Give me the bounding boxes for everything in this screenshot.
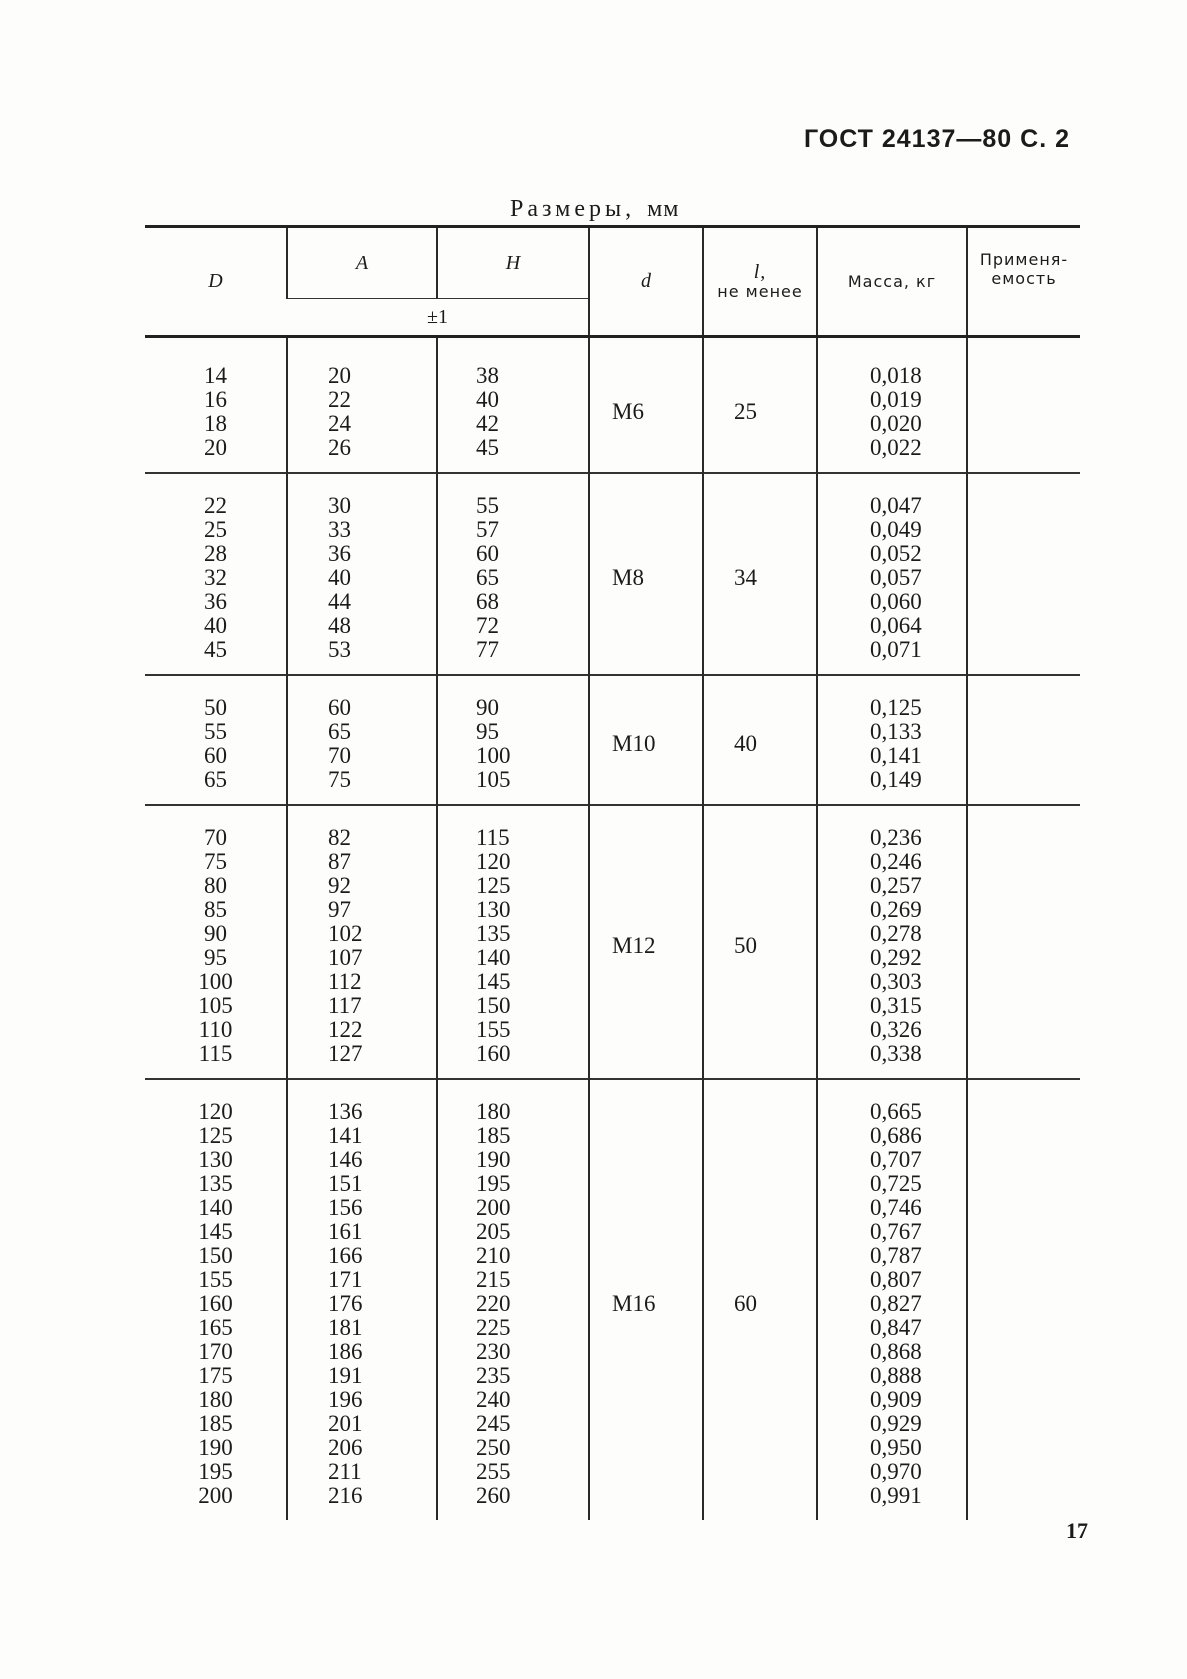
cell-mass-value: 0,060 bbox=[870, 589, 922, 614]
cell-d-value: 25 bbox=[204, 517, 227, 542]
cell-a-value: 161 bbox=[328, 1219, 363, 1244]
cell-h-value: 120 bbox=[476, 849, 511, 874]
header-D: D bbox=[145, 227, 287, 337]
cell-h-value: 215 bbox=[476, 1267, 511, 1292]
table-group-row bbox=[145, 675, 1080, 805]
cell-h-value: 72 bbox=[476, 613, 499, 638]
cell-d-value: 22 bbox=[204, 493, 227, 518]
dimensions-table-wrapper bbox=[145, 225, 1080, 1520]
cell-mass-value: 0,847 bbox=[870, 1315, 922, 1340]
cell-mass-value: 0,929 bbox=[870, 1411, 922, 1436]
cell-mass-list bbox=[817, 805, 967, 1079]
cell-a-value: 36 bbox=[328, 541, 351, 566]
cell-h-value: 77 bbox=[476, 637, 499, 662]
page-number: 17 bbox=[1066, 1518, 1088, 1543]
cell-d-value: 100 bbox=[198, 969, 233, 994]
cell-a-value: 216 bbox=[328, 1483, 363, 1508]
cell-d-value: 170 bbox=[198, 1339, 233, 1364]
cell-d-value: 195 bbox=[198, 1459, 233, 1484]
cell-d-list bbox=[145, 337, 287, 474]
cell-d-value: 28 bbox=[204, 541, 227, 566]
cell-mass-value: 0,022 bbox=[870, 435, 922, 460]
cell-d-value: 65 bbox=[204, 767, 227, 792]
cell-h-value: 210 bbox=[476, 1243, 511, 1268]
cell-d-value: 155 bbox=[198, 1267, 233, 1292]
cell-a-value: 48 bbox=[328, 613, 351, 638]
cell-mass-value: 0,278 bbox=[870, 921, 922, 946]
cell-a-value: 117 bbox=[328, 993, 362, 1018]
cell-d-value: 135 bbox=[198, 1171, 233, 1196]
cell-mass-list bbox=[817, 473, 967, 675]
cell-d-value: 125 bbox=[198, 1123, 233, 1148]
cell-d-value: 95 bbox=[204, 945, 227, 970]
cell-d-value: 75 bbox=[204, 849, 227, 874]
cell-h-value: 140 bbox=[476, 945, 511, 970]
table-caption bbox=[510, 196, 679, 223]
cell-a-value: 40 bbox=[328, 565, 351, 590]
cell-a-value: 70 bbox=[328, 743, 351, 768]
cell-length-l: 50 bbox=[703, 805, 817, 1079]
cell-d-value: 190 bbox=[198, 1435, 233, 1460]
header-mass: Масса, кг bbox=[817, 227, 967, 337]
table-group-row bbox=[145, 473, 1080, 675]
cell-h-value: 38 bbox=[476, 363, 499, 388]
cell-d-value: 70 bbox=[204, 825, 227, 850]
cell-a-value: 186 bbox=[328, 1339, 363, 1364]
cell-d-list bbox=[145, 805, 287, 1079]
cell-h-list bbox=[437, 805, 589, 1079]
cell-h-value: 190 bbox=[476, 1147, 511, 1172]
cell-mass-value: 0,133 bbox=[870, 719, 922, 744]
cell-d-value: 32 bbox=[204, 565, 227, 590]
cell-mass-value: 0,149 bbox=[870, 767, 922, 792]
cell-a-value: 87 bbox=[328, 849, 351, 874]
cell-h-list bbox=[437, 337, 589, 474]
cell-mass-list bbox=[817, 675, 967, 805]
cell-d-value: 20 bbox=[204, 435, 227, 460]
caption-text: Размеры, bbox=[510, 196, 636, 222]
cell-length-l: 60 bbox=[703, 1079, 817, 1520]
cell-usage bbox=[967, 1079, 1080, 1520]
cell-d-value: 40 bbox=[204, 613, 227, 638]
cell-a-value: 151 bbox=[328, 1171, 363, 1196]
cell-length-l: 25 bbox=[703, 337, 817, 474]
cell-a-value: 44 bbox=[328, 589, 351, 614]
cell-d-list bbox=[145, 675, 287, 805]
cell-mass-value: 0,292 bbox=[870, 945, 922, 970]
cell-a-value: 181 bbox=[328, 1315, 363, 1340]
cell-mass-value: 0,767 bbox=[870, 1219, 922, 1244]
cell-mass-value: 0,338 bbox=[870, 1041, 922, 1066]
cell-a-value: 82 bbox=[328, 825, 351, 850]
cell-d-value: 175 bbox=[198, 1363, 233, 1388]
cell-d-value: 14 bbox=[204, 363, 227, 388]
cell-mass-value: 0,052 bbox=[870, 541, 922, 566]
cell-mass-value: 0,315 bbox=[870, 993, 922, 1018]
cell-d-value: 105 bbox=[198, 993, 233, 1018]
header-H: H bbox=[437, 227, 589, 299]
cell-mass-value: 0,970 bbox=[870, 1459, 922, 1484]
cell-d-value: 160 bbox=[198, 1291, 233, 1316]
cell-a-value: 201 bbox=[328, 1411, 363, 1436]
cell-a-value: 146 bbox=[328, 1147, 363, 1172]
cell-h-value: 250 bbox=[476, 1435, 511, 1460]
cell-a-value: 75 bbox=[328, 767, 351, 792]
cell-a-value: 171 bbox=[328, 1267, 363, 1292]
cell-a-value: 166 bbox=[328, 1243, 363, 1268]
cell-a-value: 122 bbox=[328, 1017, 363, 1042]
cell-a-value: 196 bbox=[328, 1387, 363, 1412]
cell-h-value: 42 bbox=[476, 411, 499, 436]
cell-mass-value: 0,020 bbox=[870, 411, 922, 436]
cell-a-list bbox=[287, 675, 437, 805]
cell-mass-value: 0,686 bbox=[870, 1123, 922, 1148]
cell-h-value: 65 bbox=[476, 565, 499, 590]
cell-a-list bbox=[287, 473, 437, 675]
cell-h-value: 55 bbox=[476, 493, 499, 518]
cell-mass-value: 0,909 bbox=[870, 1387, 922, 1412]
cell-mass-value: 0,018 bbox=[870, 363, 922, 388]
cell-h-value: 205 bbox=[476, 1219, 511, 1244]
table-body bbox=[145, 337, 1080, 1521]
cell-mass-list bbox=[817, 337, 967, 474]
cell-a-value: 127 bbox=[328, 1041, 363, 1066]
cell-mass-value: 0,019 bbox=[870, 387, 922, 412]
cell-a-value: 136 bbox=[328, 1099, 363, 1124]
header-usage-line1: Применя- bbox=[979, 250, 1069, 269]
cell-a-value: 107 bbox=[328, 945, 363, 970]
header-l bbox=[703, 227, 817, 337]
cell-a-value: 112 bbox=[328, 969, 362, 994]
cell-d-value: 50 bbox=[204, 695, 227, 720]
cell-mass-value: 0,888 bbox=[870, 1363, 922, 1388]
cell-h-value: 105 bbox=[476, 767, 511, 792]
header-usage-line2: емость bbox=[991, 269, 1057, 288]
cell-h-value: 145 bbox=[476, 969, 511, 994]
cell-mass-value: 0,064 bbox=[870, 613, 922, 638]
cell-thread-d: M10 bbox=[589, 675, 703, 805]
cell-d-value: 165 bbox=[198, 1315, 233, 1340]
cell-d-value: 18 bbox=[204, 411, 227, 436]
cell-mass-value: 0,326 bbox=[870, 1017, 922, 1042]
cell-length-l: 40 bbox=[703, 675, 817, 805]
cell-d-value: 185 bbox=[198, 1411, 233, 1436]
cell-h-value: 245 bbox=[476, 1411, 511, 1436]
cell-h-value: 260 bbox=[476, 1483, 511, 1508]
cell-h-value: 255 bbox=[476, 1459, 511, 1484]
cell-d-value: 180 bbox=[198, 1387, 233, 1412]
cell-a-list bbox=[287, 1079, 437, 1520]
cell-d-value: 200 bbox=[198, 1483, 233, 1508]
cell-a-value: 141 bbox=[328, 1123, 363, 1148]
cell-d-list bbox=[145, 473, 287, 675]
cell-h-value: 60 bbox=[476, 541, 499, 566]
cell-mass-value: 0,665 bbox=[870, 1099, 922, 1124]
cell-a-value: 33 bbox=[328, 517, 351, 542]
cell-d-value: 90 bbox=[204, 921, 227, 946]
cell-h-value: 200 bbox=[476, 1195, 511, 1220]
cell-mass-value: 0,950 bbox=[870, 1435, 922, 1460]
cell-a-value: 26 bbox=[328, 435, 351, 460]
cell-d-value: 60 bbox=[204, 743, 227, 768]
cell-d-list bbox=[145, 1079, 287, 1520]
cell-thread-d: M12 bbox=[589, 805, 703, 1079]
cell-mass-value: 0,787 bbox=[870, 1243, 922, 1268]
cell-a-value: 206 bbox=[328, 1435, 363, 1460]
header-l-note: не менее bbox=[717, 281, 803, 301]
cell-d-value: 115 bbox=[198, 1041, 233, 1066]
cell-a-value: 24 bbox=[328, 411, 351, 436]
cell-h-value: 240 bbox=[476, 1387, 511, 1412]
cell-h-value: 95 bbox=[476, 719, 499, 744]
cell-h-value: 57 bbox=[476, 517, 499, 542]
cell-mass-value: 0,991 bbox=[870, 1483, 922, 1508]
cell-a-value: 102 bbox=[328, 921, 363, 946]
cell-h-value: 45 bbox=[476, 435, 499, 460]
cell-a-value: 211 bbox=[328, 1459, 362, 1484]
header-A: A bbox=[287, 227, 437, 299]
cell-h-value: 180 bbox=[476, 1099, 511, 1124]
cell-mass-list bbox=[817, 1079, 967, 1520]
cell-d-value: 85 bbox=[204, 897, 227, 922]
caption-unit: мм bbox=[647, 196, 680, 222]
cell-h-list bbox=[437, 675, 589, 805]
cell-d-value: 130 bbox=[198, 1147, 233, 1172]
cell-mass-value: 0,725 bbox=[870, 1171, 922, 1196]
cell-mass-value: 0,057 bbox=[870, 565, 922, 590]
cell-d-value: 145 bbox=[198, 1219, 233, 1244]
cell-mass-value: 0,868 bbox=[870, 1339, 922, 1364]
cell-h-value: 40 bbox=[476, 387, 499, 412]
cell-a-value: 156 bbox=[328, 1195, 363, 1220]
cell-h-value: 220 bbox=[476, 1291, 511, 1316]
cell-a-value: 20 bbox=[328, 363, 351, 388]
cell-h-value: 100 bbox=[476, 743, 511, 768]
cell-thread-d: M16 bbox=[589, 1079, 703, 1520]
cell-mass-value: 0,269 bbox=[870, 897, 922, 922]
cell-usage bbox=[967, 675, 1080, 805]
document-reference: ГОСТ 24137—80 С. 2 bbox=[803, 125, 1070, 153]
header-l-symbol: l, bbox=[753, 260, 767, 283]
cell-h-value: 125 bbox=[476, 873, 511, 898]
cell-mass-value: 0,141 bbox=[870, 743, 922, 768]
cell-h-value: 185 bbox=[476, 1123, 511, 1148]
table-group-row bbox=[145, 337, 1080, 474]
cell-mass-value: 0,303 bbox=[870, 969, 922, 994]
dimensions-table bbox=[145, 225, 1080, 1520]
cell-mass-value: 0,049 bbox=[870, 517, 922, 542]
table-group-row bbox=[145, 1079, 1080, 1520]
cell-a-value: 65 bbox=[328, 719, 351, 744]
cell-h-list bbox=[437, 1079, 589, 1520]
cell-d-value: 16 bbox=[204, 387, 227, 412]
cell-length-l: 34 bbox=[703, 473, 817, 675]
header-usage bbox=[967, 227, 1080, 337]
cell-h-value: 230 bbox=[476, 1339, 511, 1364]
header-d: d bbox=[589, 227, 703, 337]
cell-d-value: 150 bbox=[198, 1243, 233, 1268]
cell-a-value: 53 bbox=[328, 637, 351, 662]
cell-h-value: 115 bbox=[476, 825, 510, 850]
cell-a-value: 92 bbox=[328, 873, 351, 898]
cell-mass-value: 0,807 bbox=[870, 1267, 922, 1292]
cell-a-value: 30 bbox=[328, 493, 351, 518]
cell-h-value: 68 bbox=[476, 589, 499, 614]
cell-d-value: 55 bbox=[204, 719, 227, 744]
cell-mass-value: 0,125 bbox=[870, 695, 922, 720]
cell-a-value: 176 bbox=[328, 1291, 363, 1316]
cell-d-value: 80 bbox=[204, 873, 227, 898]
cell-h-value: 90 bbox=[476, 695, 499, 720]
cell-d-value: 36 bbox=[204, 589, 227, 614]
cell-mass-value: 0,746 bbox=[870, 1195, 922, 1220]
cell-h-value: 195 bbox=[476, 1171, 511, 1196]
cell-h-value: 225 bbox=[476, 1315, 511, 1340]
cell-d-value: 140 bbox=[198, 1195, 233, 1220]
cell-mass-value: 0,827 bbox=[870, 1291, 922, 1316]
cell-h-value: 135 bbox=[476, 921, 511, 946]
cell-a-value: 22 bbox=[328, 387, 351, 412]
cell-h-value: 235 bbox=[476, 1363, 511, 1388]
cell-d-value: 45 bbox=[204, 637, 227, 662]
cell-h-value: 150 bbox=[476, 993, 511, 1018]
cell-usage bbox=[967, 805, 1080, 1079]
cell-thread-d: M6 bbox=[589, 337, 703, 474]
cell-a-value: 60 bbox=[328, 695, 351, 720]
cell-d-value: 110 bbox=[198, 1017, 233, 1042]
header-tolerance: ±1 bbox=[427, 305, 448, 328]
cell-d-value: 120 bbox=[198, 1099, 233, 1124]
cell-h-list bbox=[437, 473, 589, 675]
cell-thread-d: M8 bbox=[589, 473, 703, 675]
cell-a-list bbox=[287, 805, 437, 1079]
cell-mass-value: 0,071 bbox=[870, 637, 922, 662]
cell-a-list bbox=[287, 337, 437, 474]
cell-usage bbox=[967, 337, 1080, 474]
table-group-row bbox=[145, 805, 1080, 1079]
cell-h-value: 130 bbox=[476, 897, 511, 922]
cell-mass-value: 0,047 bbox=[870, 493, 922, 518]
cell-h-value: 160 bbox=[476, 1041, 511, 1066]
cell-a-value: 97 bbox=[328, 897, 351, 922]
cell-mass-value: 0,246 bbox=[870, 849, 922, 874]
cell-usage bbox=[967, 473, 1080, 675]
cell-a-value: 191 bbox=[328, 1363, 363, 1388]
cell-mass-value: 0,236 bbox=[870, 825, 922, 850]
cell-mass-value: 0,257 bbox=[870, 873, 922, 898]
cell-mass-value: 0,707 bbox=[870, 1147, 922, 1172]
cell-h-value: 155 bbox=[476, 1017, 511, 1042]
